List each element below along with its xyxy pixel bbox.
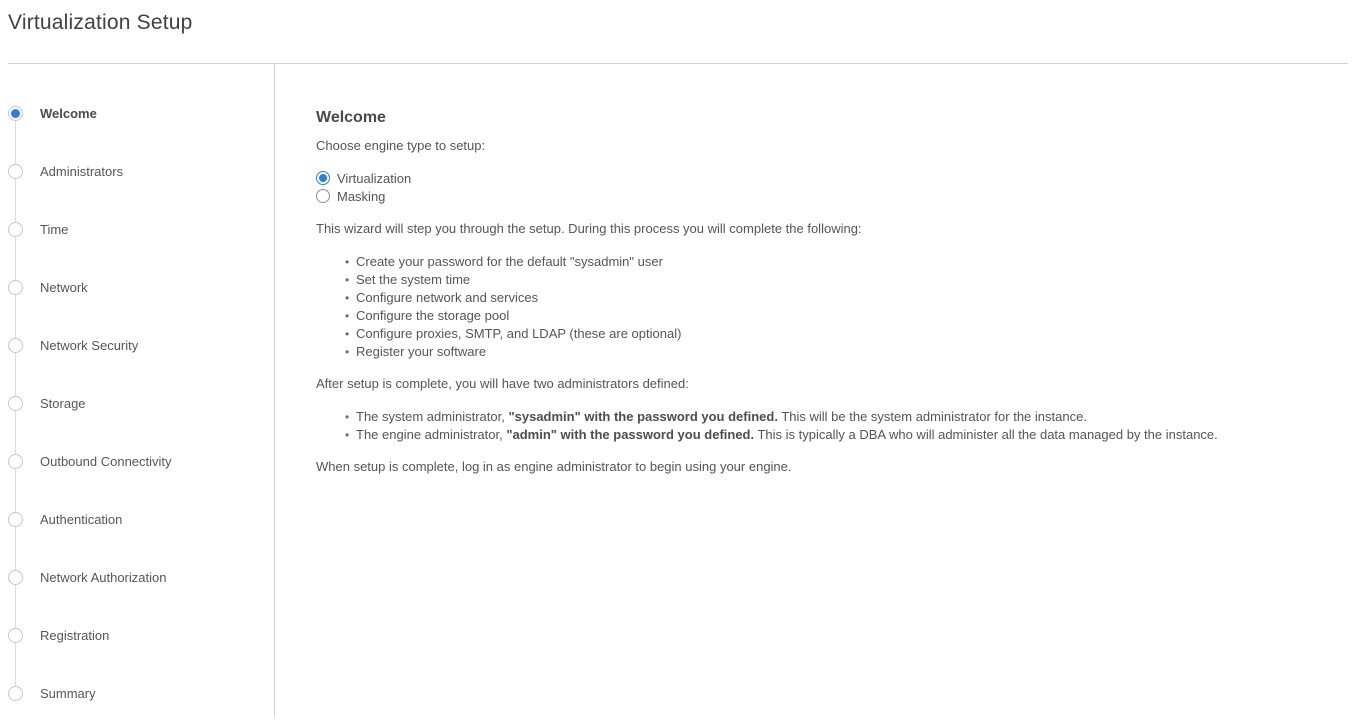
engine-type-radio-group <box>316 169 1324 205</box>
step-radio-icon <box>8 106 23 121</box>
step-radio-icon <box>8 686 23 701</box>
main-layout <box>0 64 1364 717</box>
step-label: Network <box>40 279 88 295</box>
step-radio-icon <box>8 280 23 295</box>
step-radio-icon <box>8 512 23 527</box>
administrator-item: • The system administrator, "sysadmin" with the password you defined. This will be the system administrator for the instance. <box>316 408 1324 426</box>
final-paragraph: When setup is complete, log in as engine administrator to begin using your engine. <box>316 459 792 474</box>
sidebar-step-summary[interactable] <box>0 664 274 722</box>
sidebar-step-registration[interactable] <box>0 606 274 664</box>
setup-task-item: • Set the system time <box>316 271 1324 289</box>
step-label: Outbound Connectivity <box>40 453 172 469</box>
radio-label: Masking <box>337 188 386 204</box>
setup-task-item: • Create your password for the default "sysadmin" user <box>316 253 1324 271</box>
step-label: Authentication <box>40 511 123 527</box>
sidebar-step-time[interactable] <box>0 200 274 258</box>
sidebar-step-authentication[interactable] <box>0 490 274 548</box>
sidebar-step-administrators[interactable] <box>0 142 274 200</box>
step-radio-icon <box>8 570 23 585</box>
step-radio-icon <box>8 628 23 643</box>
wizard-steps-sidebar <box>0 64 275 717</box>
step-label: Welcome <box>40 105 97 121</box>
radio-button-icon[interactable] <box>316 189 330 203</box>
engine-option-virtualization[interactable] <box>316 169 1324 187</box>
step-label: Network Security <box>40 337 139 353</box>
admins-paragraph: After setup is complete, you will have two administrators defined: <box>316 376 689 391</box>
page-title: Virtualization Setup <box>8 11 193 34</box>
sidebar-step-network-authorization[interactable] <box>0 548 274 606</box>
sidebar-step-storage[interactable] <box>0 374 274 432</box>
step-radio-icon <box>8 222 23 237</box>
engine-option-masking[interactable] <box>316 187 1324 205</box>
step-radio-icon <box>8 164 23 179</box>
sidebar-step-network[interactable] <box>0 258 274 316</box>
step-radio-icon <box>8 454 23 469</box>
step-label: Storage <box>40 395 86 411</box>
setup-task-item: • Configure the storage pool <box>316 307 1324 325</box>
step-label: Network Authorization <box>40 569 167 585</box>
step-label: Time <box>40 221 69 237</box>
step-label: Registration <box>40 627 110 643</box>
wizard-content-panel <box>275 64 1364 717</box>
sidebar-step-outbound-connectivity[interactable] <box>0 432 274 490</box>
step-label: Administrators <box>40 163 124 179</box>
radio-button-icon[interactable] <box>316 171 330 185</box>
sidebar-step-network-security[interactable] <box>0 316 274 374</box>
sidebar-step-welcome[interactable] <box>0 84 274 142</box>
step-radio-icon <box>8 338 23 353</box>
content-heading: Welcome <box>316 109 386 126</box>
step-radio-icon <box>8 396 23 411</box>
setup-task-item: • Register your software <box>316 343 1324 361</box>
administrator-item: • The engine administrator, "admin" with the password you defined. This is typically a DBA who will administer all the data managed by the instance. <box>316 426 1324 444</box>
setup-task-item: • Configure proxies, SMTP, and LDAP (these are optional) <box>316 325 1324 343</box>
setup-tasks-list <box>316 253 1324 361</box>
intro-paragraph: This wizard will step you through the setup. During this process you will complete the following: <box>316 221 862 236</box>
radio-label: Virtualization <box>337 170 412 186</box>
step-label: Summary <box>40 685 96 701</box>
setup-task-item: • Configure network and services <box>316 289 1324 307</box>
choose-engine-label: Choose engine type to setup: <box>316 138 486 153</box>
administrators-list <box>316 408 1324 444</box>
page-header <box>8 0 1348 64</box>
